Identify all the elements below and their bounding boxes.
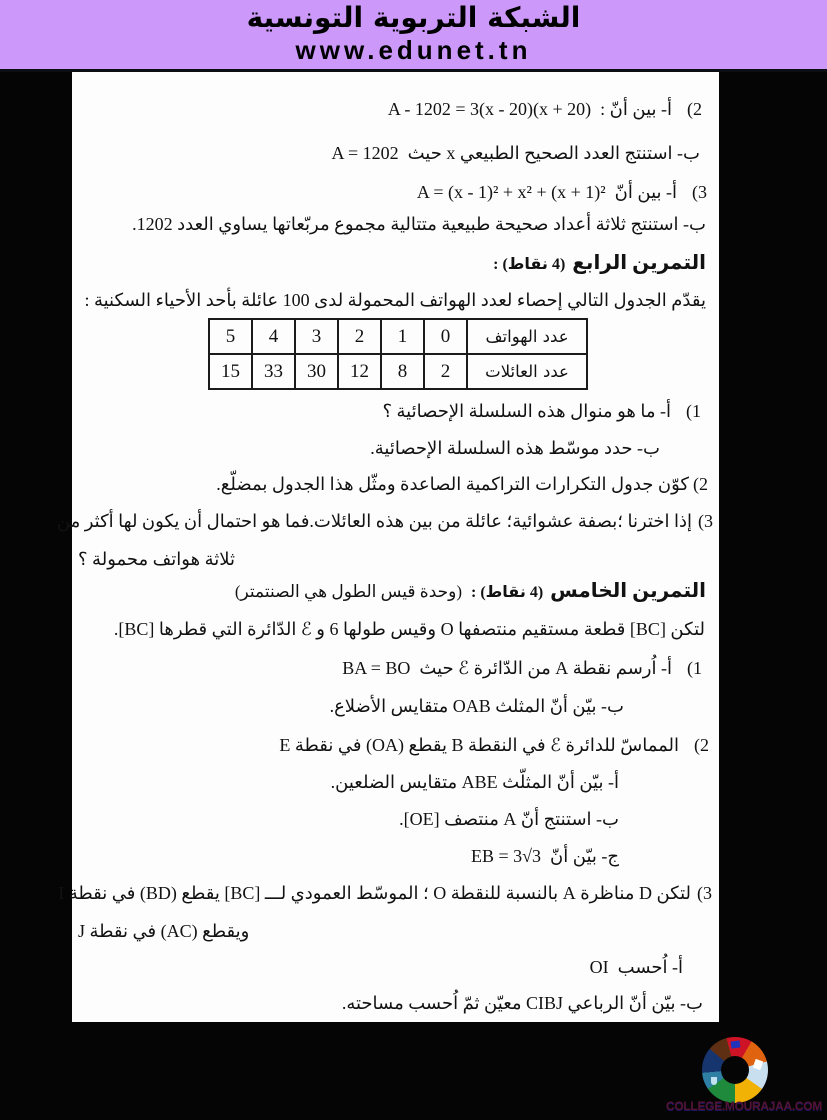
item-number: 3) <box>697 883 712 903</box>
math-formula: OI <box>589 957 609 977</box>
table-cell: 4 <box>252 319 295 354</box>
item-text: ب- حدد موسّط هذه السلسلة الإحصائية. <box>370 438 660 458</box>
ex5-q3a <box>586 955 683 979</box>
edunet-header-banner <box>0 0 827 72</box>
flask-icon <box>711 1077 717 1085</box>
item-text: ب- استنتج أنّ A منتصف [OE]. <box>399 809 619 829</box>
item-number: 3) <box>692 182 707 202</box>
ex5-q2 <box>279 733 709 757</box>
graduation-cap-icon <box>731 1040 741 1048</box>
ex3-line-2a <box>384 97 702 121</box>
table-cell: 33 <box>252 354 295 389</box>
ex4-title-line <box>493 251 706 277</box>
table-cell: 30 <box>295 354 338 389</box>
ex3-line-3a <box>413 180 707 204</box>
table-cell: 8 <box>381 354 424 389</box>
exercise-title: التمرين الرابع <box>572 252 706 274</box>
item-text: كوّن جدول التكرارات التراكمية الصاعدة ومثّل هذا الجدول بمضلّع. <box>216 474 689 494</box>
table-cell: 12 <box>338 354 381 389</box>
table-cell: 2 <box>424 354 467 389</box>
item-text: ب- استنتج ثلاثة أعداد صحيحة طبيعية متتالية مجموع مربّعاتها يساوي العدد 1202. <box>132 214 706 234</box>
ex5-q2a <box>331 770 619 794</box>
item-text: إذا اخترنا ؛بصفة عشوائية؛ عائلة من بين هذه العائلات.فما هو احتمال أن يكون لها أكثر من <box>56 511 692 531</box>
item-number: 1) <box>687 658 702 678</box>
math-formula: A - 1202 = 3(x - 20)(x + 20) <box>387 99 592 119</box>
table-cell: 1 <box>381 319 424 354</box>
ex4-intro-line <box>84 288 706 312</box>
ex5-q2c <box>467 844 619 868</box>
row-header-families: عدد العائلات <box>467 354 587 389</box>
math-formula: A = 1202 <box>331 143 399 163</box>
site-title: الشبكة التربوية التونسية <box>246 1 581 34</box>
item-text: أ- اُرسم نقطة A من الدّائرة ℰ حيث <box>419 658 672 678</box>
item-text: لتكن [BC] قطعة مستقيم منتصفها O وقيس طولها 6 و ℰ الدّائرة التي قطرها [BC]. <box>113 619 705 639</box>
ex5-q3 <box>58 881 712 905</box>
ex5-intro-line <box>114 617 705 641</box>
math-formula: BA = BO <box>342 658 411 678</box>
item-text: ب- بيّن أنّ الرباعي CIBJ معيّن ثمّ اُحسب مساحته. <box>341 993 703 1013</box>
item-text: لتكن D مناظرة A بالنسبة للنقطة O ؛ الموسّط العمودي لـــ [BC] يقطع (BD) في نقطة I <box>58 883 691 903</box>
table-cell: 0 <box>424 319 467 354</box>
table-cell: 15 <box>209 354 252 389</box>
item-number: 2) <box>693 474 708 494</box>
item-text: ويقطع (AC) في نقطة J <box>78 921 250 941</box>
item-number: 3) <box>698 511 713 531</box>
item-number: 2) <box>687 99 702 119</box>
site-url: www.edunet.tn <box>295 35 532 65</box>
phones-statistics-table <box>208 318 588 390</box>
ex5-title-line <box>235 579 706 605</box>
row-header-phones: عدد الهواتف <box>467 319 587 354</box>
ex5-q1a <box>338 656 702 680</box>
mourajaa-wheel-logo-icon <box>702 1037 768 1103</box>
ex4-q3 <box>57 509 713 533</box>
ex5-q3-continuation <box>78 919 249 943</box>
ex3-line-2b <box>327 141 700 165</box>
item-text: ب- استنتج العدد الصحيح الطبيعي x حيث <box>407 143 700 163</box>
item-text: أ- اُحسب <box>617 957 683 977</box>
scanned-exam-page <box>56 72 719 1022</box>
ex4-q2 <box>216 472 708 496</box>
table-cell: 2 <box>338 319 381 354</box>
item-text: ج- بيّن أنّ <box>550 846 619 866</box>
paper-icon <box>753 1059 764 1070</box>
item-number: 1) <box>686 401 701 421</box>
exercise-note: (وحدة قيس الطول هي الصنتمتر) <box>234 582 463 601</box>
item-text: ب- بيّن أنّ المثلث OAB متقايس الأضلاع. <box>329 696 624 716</box>
table-row-phones <box>209 319 587 354</box>
exercise-points: (4 نقاط) : <box>471 584 544 601</box>
ex3-line-3b <box>132 212 706 236</box>
item-text: أ- بيّن أنّ المثلّث ABE متقايس الضلعين. <box>330 772 619 792</box>
item-text: ثلاثة هواتف محمولة ؟ <box>78 549 235 569</box>
ex4-q3-continuation <box>78 547 235 571</box>
exercise-points: (4 نقاط) : <box>493 256 566 273</box>
math-formula: EB = 3√3 <box>470 846 542 866</box>
item-text: أ- بين أنّ : <box>600 99 672 119</box>
item-text: المماسّ للدائرة ℰ في النقطة B يقطع (OA) في نقطة E <box>279 735 679 755</box>
ex5-q3b <box>342 991 703 1015</box>
item-text: أ- بين أنّ <box>614 182 677 202</box>
ex4-q1a <box>382 399 701 423</box>
logo-caption: COLLEGE.MOURAJAA.COM <box>666 1099 823 1113</box>
table-row-families <box>209 354 587 389</box>
ex5-q1b <box>330 694 624 718</box>
table-cell: 3 <box>295 319 338 354</box>
item-text: أ- ما هو منوال هذه السلسلة الإحصائية ؟ <box>382 401 671 421</box>
exercise-title: التمرين الخامس <box>550 580 706 602</box>
ex4-q1b <box>370 436 660 460</box>
item-text: يقدّم الجدول التالي إحصاء لعدد الهواتف المحمولة لدى 100 عائلة بأحد الأحياء السكنية : <box>84 290 706 310</box>
math-formula: A = (x - 1)² + x² + (x + 1)² <box>416 182 606 202</box>
ex5-q2b <box>399 807 619 831</box>
table-cell: 5 <box>209 319 252 354</box>
item-number: 2) <box>694 735 709 755</box>
